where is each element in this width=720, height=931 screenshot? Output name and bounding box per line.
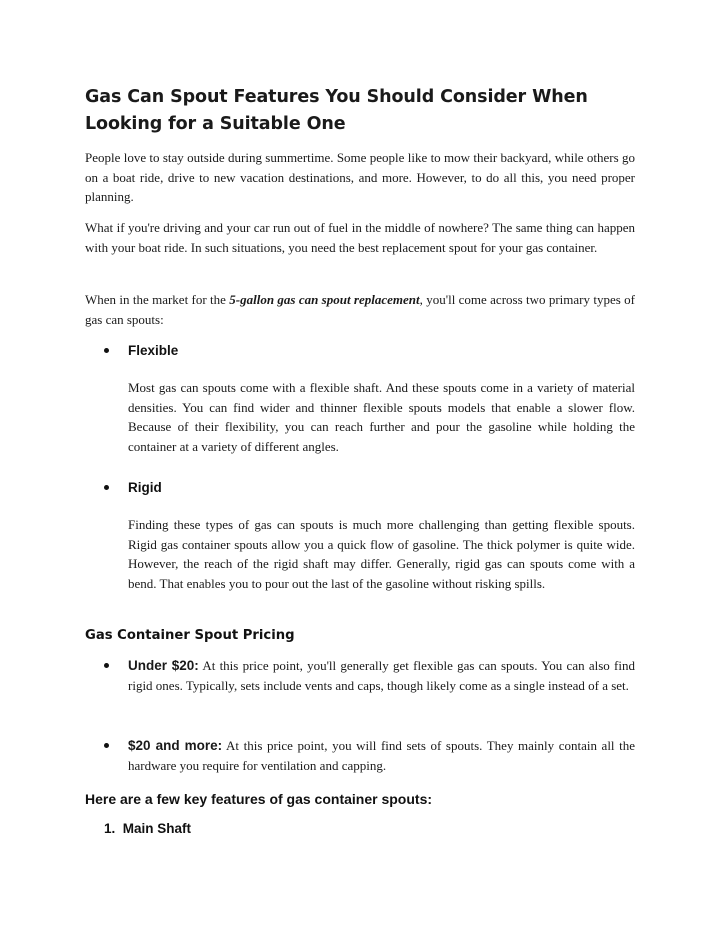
bullet-heading: Rigid — [128, 480, 162, 495]
bullet-icon — [104, 348, 109, 353]
bullet-icon — [104, 743, 109, 748]
page-title: Gas Can Spout Features You Should Consider When Looking for a Suitable One — [85, 87, 588, 134]
pricing-description: At this price point, you'll generally get flexible gas can spouts. You can also find rigid ones. Typically, sets include vents and caps, though likely come as a single instead of a set. — [128, 658, 635, 693]
bullet-icon — [104, 663, 109, 668]
item-label: Main Shaft — [122, 821, 192, 836]
rigid-description: Finding these types of gas can spouts is much more challenging than getting flexible spouts. Rigid gas container spouts allow you a quick flow of gasoline. The thick polymer is quite wide. However, the reach of the rigid shaft may differ. Generally, rigid gas can spouts come with a bend. That enables you to pour out the last of the gasoline without risking spills. — [128, 517, 635, 591]
pricing-label: $20 and more: — [128, 738, 223, 753]
pricing-label: Under $20: — [128, 658, 199, 673]
emphasized-link-text: 5-gallon gas can spout replacement — [229, 292, 420, 307]
flexible-description: Most gas can spouts come with a flexible shaft. And these spouts come in a variety of material densities. You can find wider and thinner flexible spouts models that enable a slower flow. Because of their flexibility, you can reach further and pour the gasoline while holding the container at a variety of different angles. — [128, 380, 635, 454]
intro-paragraph-2: What if you're driving and your car run out of fuel in the middle of nowhere? The same thing can happen with your boat ride. In such situations, you need the best replacement spout for your gas container. — [85, 220, 635, 255]
bullet-heading: Flexible — [128, 343, 179, 358]
pricing-item-text — [128, 736, 635, 776]
intro-paragraph-3 — [85, 290, 635, 329]
intro-paragraph-1: People love to stay outside during summertime. Some people like to mow their backyard, while others go on a boat ride, drive to new vacation destinations, and more. However, to do all this, you need proper planning. — [85, 150, 635, 205]
pricing-item-text — [128, 656, 635, 696]
paragraph-text-before: When in the market for the — [85, 292, 230, 307]
paragraph-text-after: , you'll come across two primary types of gas can spouts: — [85, 292, 635, 327]
numbered-item-main-shaft — [104, 820, 191, 838]
bullet-icon — [104, 485, 109, 490]
features-heading: Here are a few key features of gas container spouts: — [85, 791, 433, 807]
pricing-heading: Gas Container Spout Pricing — [85, 628, 295, 643]
item-number: 1. — [104, 821, 116, 836]
pricing-description: At this price point, you will find sets of spouts. They mainly contain all the hardware you require for ventilation and capping. — [128, 738, 635, 773]
